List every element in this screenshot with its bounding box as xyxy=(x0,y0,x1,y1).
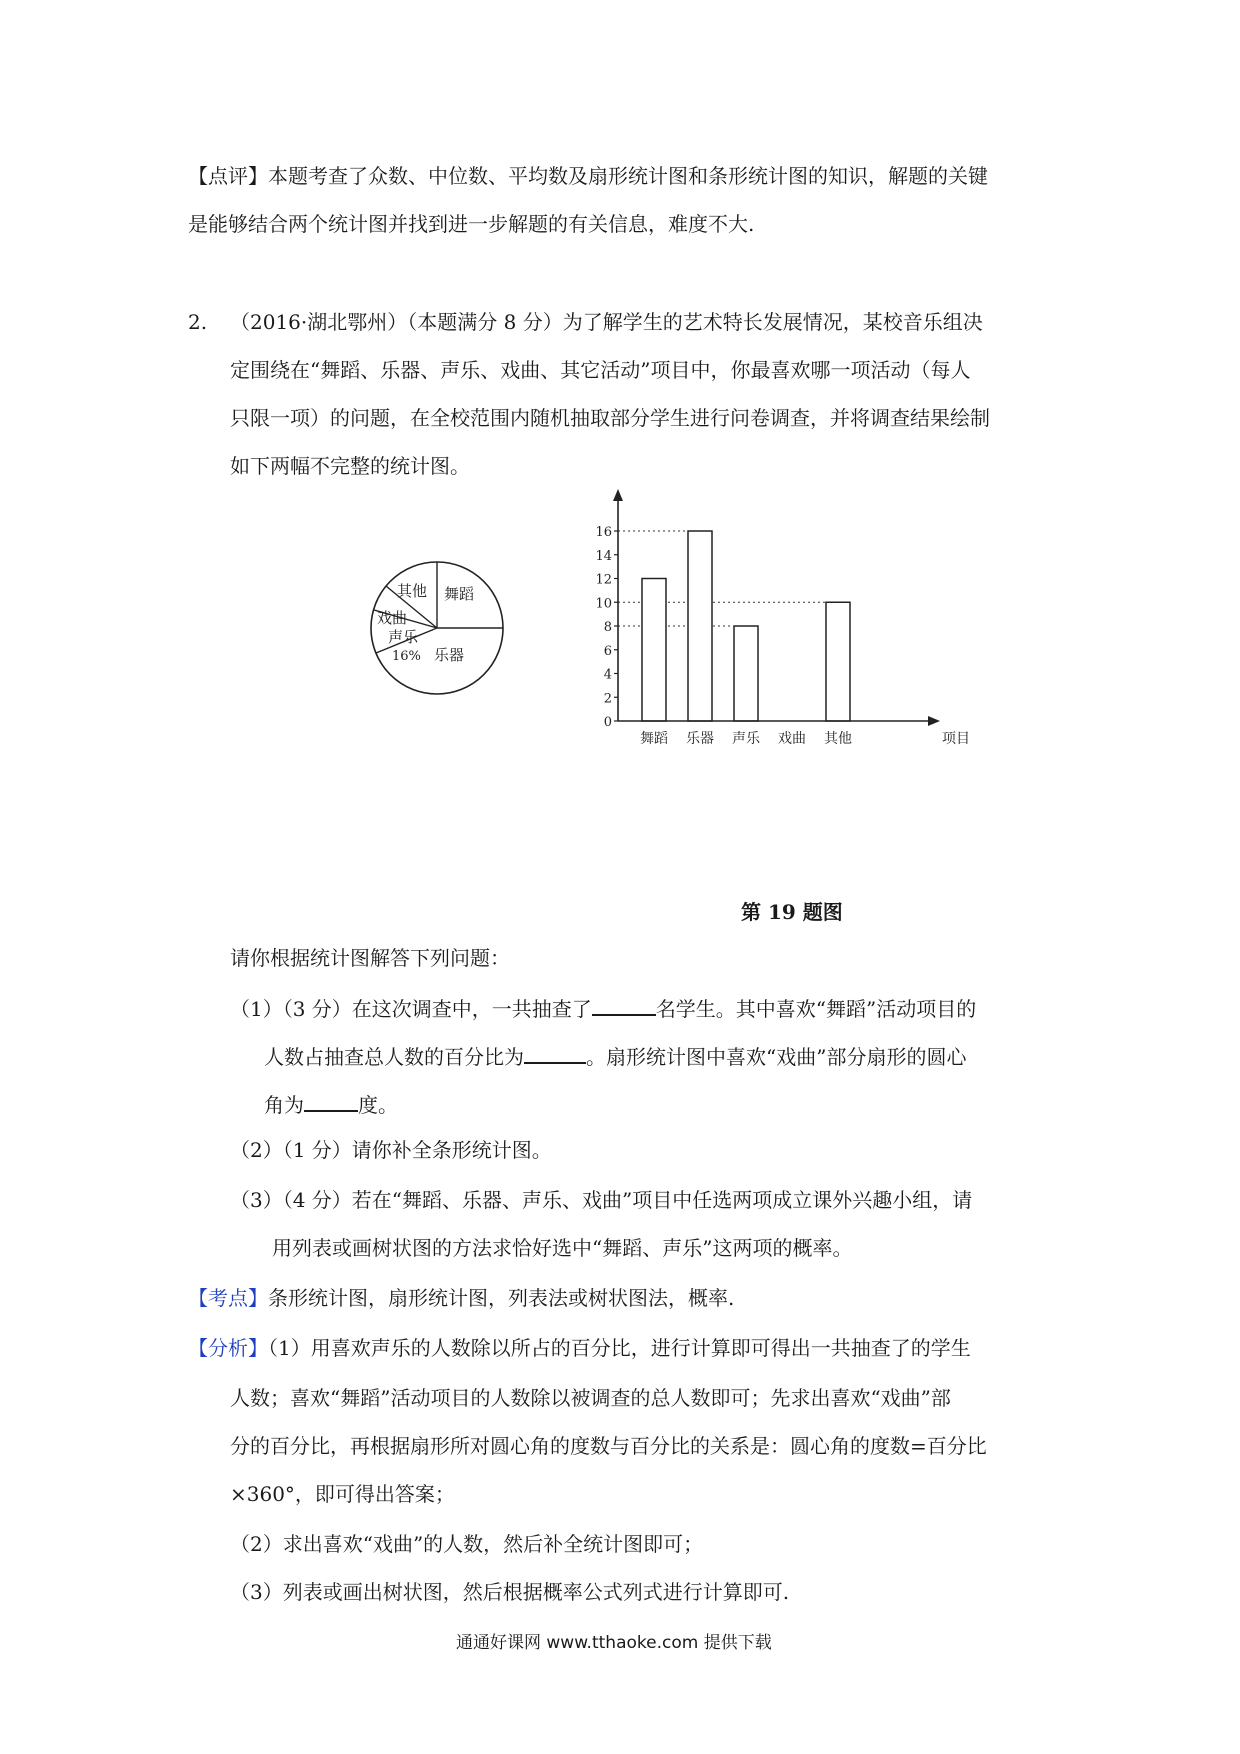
figure-caption: 第 19 题图 xyxy=(741,900,843,924)
x-axis-title: 项目 xyxy=(942,731,970,745)
bar xyxy=(734,626,758,721)
y-tick-label: 4 xyxy=(603,667,612,683)
answer-blank-percent xyxy=(524,1040,586,1064)
x-tick-label: 乐器 xyxy=(686,731,714,745)
question-line1: （2016·湖北鄂州）（本题满分 8 分）为了解学生的艺术特长发展情况，某校音乐组决 xyxy=(230,310,983,334)
kaodian-paragraph xyxy=(188,1284,734,1312)
answer-blank-angle xyxy=(304,1088,358,1112)
review-text-line1: 本题考查了众数、中位数、平均数及扇形统计图和条形统计图的知识，解题的关键 xyxy=(268,164,988,188)
prompt: 请你根据统计图解答下列问题： xyxy=(230,946,510,970)
y-tick-label: 16 xyxy=(595,525,612,540)
fenxi-line3: 分的百分比，再根据扇形所对圆心角的度数与百分比的关系是：圆心角的度数=百分比 xyxy=(230,1434,987,1458)
footer-credit: 通通好课网 www.tthaoke.com 提供下载 xyxy=(456,1633,772,1653)
x-tick-label: 声乐 xyxy=(732,731,760,745)
fenxi-label: 【分析】 xyxy=(188,1336,268,1360)
sub2: （2）（1 分）请你补全条形统计图。 xyxy=(230,1138,552,1162)
fenxi-line2: 人数；喜欢“舞蹈”活动项目的人数除以被调查的总人数即可；先求出喜欢“戏曲”部 xyxy=(230,1386,951,1410)
sub1-line2-a: 人数占抽查总人数的百分比为 xyxy=(264,1045,524,1069)
review-text-line2: 是能够结合两个统计图并找到进一步解题的有关信息，难度不大. xyxy=(188,212,755,236)
x-tick-label: 舞蹈 xyxy=(640,731,668,745)
pie-chart xyxy=(364,555,514,705)
pie-label-shengyue: 声乐 xyxy=(388,628,419,646)
fenxi-line6: （3）列表或画出树状图，然后根据概率公式列式进行计算即可. xyxy=(230,1580,790,1604)
sub3-line1: （3）（4 分）若在“舞蹈、乐器、声乐、戏曲”项目中任选两项成立课外兴趣小组，请 xyxy=(230,1188,973,1212)
pie-label-xiqu: 戏曲 xyxy=(377,609,408,627)
y-tick-label: 12 xyxy=(595,572,612,588)
sub1-line3-a: 角为 xyxy=(264,1093,304,1117)
fenxi-line5: （2）求出喜欢“戏曲”的人数，然后补全统计图即可； xyxy=(230,1532,704,1556)
bar xyxy=(688,531,712,721)
sub1-line2 xyxy=(264,1040,966,1071)
pie-label-wudao: 舞蹈 xyxy=(444,585,475,603)
y-tick-label: 6 xyxy=(603,643,612,659)
fenxi-line1: （1）用喜欢声乐的人数除以所占的百分比，进行计算即可得出一共抽查了的学生 xyxy=(268,1336,971,1360)
kaodian-text: 条形统计图，扇形统计图，列表法或树状图法，概率. xyxy=(268,1286,735,1310)
x-axis-arrow xyxy=(928,716,940,726)
bar-chart xyxy=(590,485,970,745)
y-tick-label: 14 xyxy=(595,548,612,564)
fenxi-line4: ×360°，即可得出答案； xyxy=(230,1482,455,1506)
sub1-line2-b: 。扇形统计图中喜欢“戏曲”部分扇形的圆心 xyxy=(586,1045,967,1069)
sub1-line1 xyxy=(230,992,976,1023)
sub1-line1-a: （1）（3 分）在这次调查中，一共抽查了 xyxy=(230,997,592,1021)
x-tick-label: 戏曲 xyxy=(778,731,806,745)
fenxi-paragraph xyxy=(188,1334,971,1362)
pie-label-qita: 其他 xyxy=(397,582,428,600)
sub1-line3 xyxy=(264,1088,398,1119)
answer-blank-total xyxy=(592,992,656,1016)
x-tick-label: 其他 xyxy=(824,731,852,745)
y-axis-arrow xyxy=(613,489,623,501)
question-line4: 如下两幅不完整的统计图。 xyxy=(230,454,470,478)
bar xyxy=(642,579,666,722)
sub1-line1-b: 名学生。其中喜欢“舞蹈”活动项目的 xyxy=(655,997,977,1021)
question-line2: 定围绕在“舞蹈、乐器、声乐、戏曲、其它活动”项目中，你最喜欢哪一项活动（每人 xyxy=(230,358,971,382)
pie-label-shengyue-percent: 16% xyxy=(392,649,421,664)
question-number: 2. xyxy=(188,310,208,334)
review-paragraph xyxy=(188,162,988,190)
review-label: 【点评】 xyxy=(188,164,268,188)
y-tick-label: 10 xyxy=(595,596,612,612)
kaodian-label: 【考点】 xyxy=(188,1286,268,1310)
bar xyxy=(826,602,850,721)
pie-label-yueqi: 乐器 xyxy=(434,646,465,664)
sub1-line3-b: 度。 xyxy=(358,1093,398,1117)
y-tick-label: 8 xyxy=(603,620,612,635)
y-tick-label: 2 xyxy=(603,691,612,707)
question-line3: 只限一项）的问题，在全校范围内随机抽取部分学生进行问卷调查，并将调查结果绘制 xyxy=(230,406,990,430)
sub3-line2: 用列表或画树状图的方法求恰好选中“舞蹈、声乐”这两项的概率。 xyxy=(272,1236,853,1260)
y-tick-label: 0 xyxy=(603,715,612,730)
